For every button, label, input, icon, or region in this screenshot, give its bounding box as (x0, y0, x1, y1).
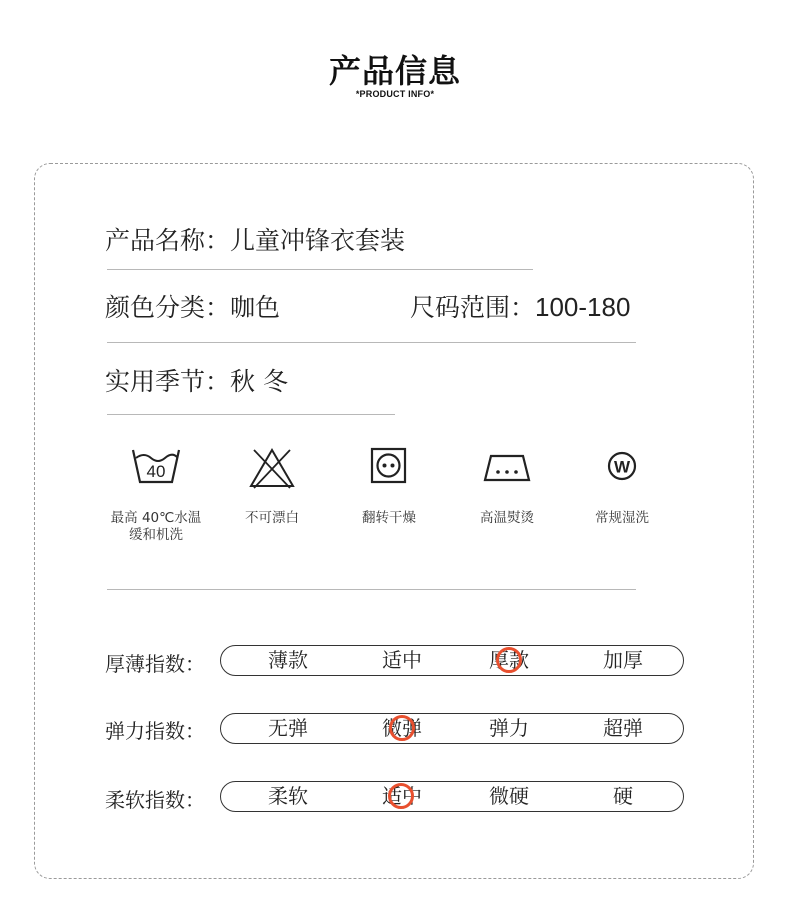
color-value: 咖色 (230, 293, 281, 322)
page-subtitle: *PRODUCT INFO* (355, 89, 435, 99)
care-label-wash: 最高 40℃水温 缓和机洗 (110, 510, 202, 543)
care-label-iron: 高温熨烫 (480, 510, 534, 526)
divider-care (107, 589, 636, 590)
scale-option: 适中 (382, 648, 422, 672)
scale-option: 微硬 (489, 784, 529, 808)
product-name-row (105, 221, 405, 257)
season-value: 秋 冬 (230, 367, 288, 396)
scale-option: 厚款 (489, 648, 529, 672)
size-row (410, 288, 630, 324)
wet-clean-icon (567, 446, 677, 486)
thickness-label: 厚薄指数： (105, 652, 205, 676)
elasticity-scale (220, 713, 684, 744)
scale-option: 超弹 (603, 716, 643, 740)
wet-clean-text: W (613, 457, 631, 477)
wash-temp-text: 40 (146, 462, 166, 481)
care-label-tumble-dry: 翻转干燥 (362, 510, 416, 526)
product-name-label: 产品名称： (105, 226, 231, 255)
tumble-dry-icon (334, 446, 444, 486)
size-label: 尺码范围： (410, 293, 536, 322)
scale-option: 无弹 (268, 716, 308, 740)
softness-label: 柔软指数： (105, 788, 205, 812)
scale-option: 微弹 (382, 716, 422, 740)
size-value: 100-180 (535, 292, 631, 322)
color-label: 颜色分类： (105, 293, 231, 322)
divider-name (107, 269, 533, 270)
season-label: 实用季节： (105, 367, 231, 396)
scale-option: 弹力 (489, 716, 529, 740)
season-row (105, 362, 288, 398)
color-row (105, 288, 280, 324)
scale-option: 加厚 (603, 648, 643, 672)
divider-season (107, 414, 395, 415)
scale-option: 适中 (382, 784, 422, 808)
care-label-wet-clean: 常规湿洗 (595, 510, 649, 526)
care-label-no-bleach: 不可漂白 (245, 510, 299, 526)
elasticity-label: 弹力指数： (105, 719, 205, 743)
page-title: 产品信息 (328, 52, 461, 90)
scale-option: 硬 (613, 784, 633, 808)
softness-scale (220, 781, 684, 812)
divider-color-size (107, 342, 636, 343)
thickness-scale (220, 645, 684, 676)
high-heat-iron-icon (452, 446, 562, 486)
product-name-value: 儿童冲锋衣套装 (230, 226, 406, 255)
scale-option: 薄款 (268, 648, 308, 672)
scale-option: 柔软 (268, 784, 308, 808)
wash-40-icon (101, 446, 211, 486)
no-bleach-icon (217, 446, 327, 490)
